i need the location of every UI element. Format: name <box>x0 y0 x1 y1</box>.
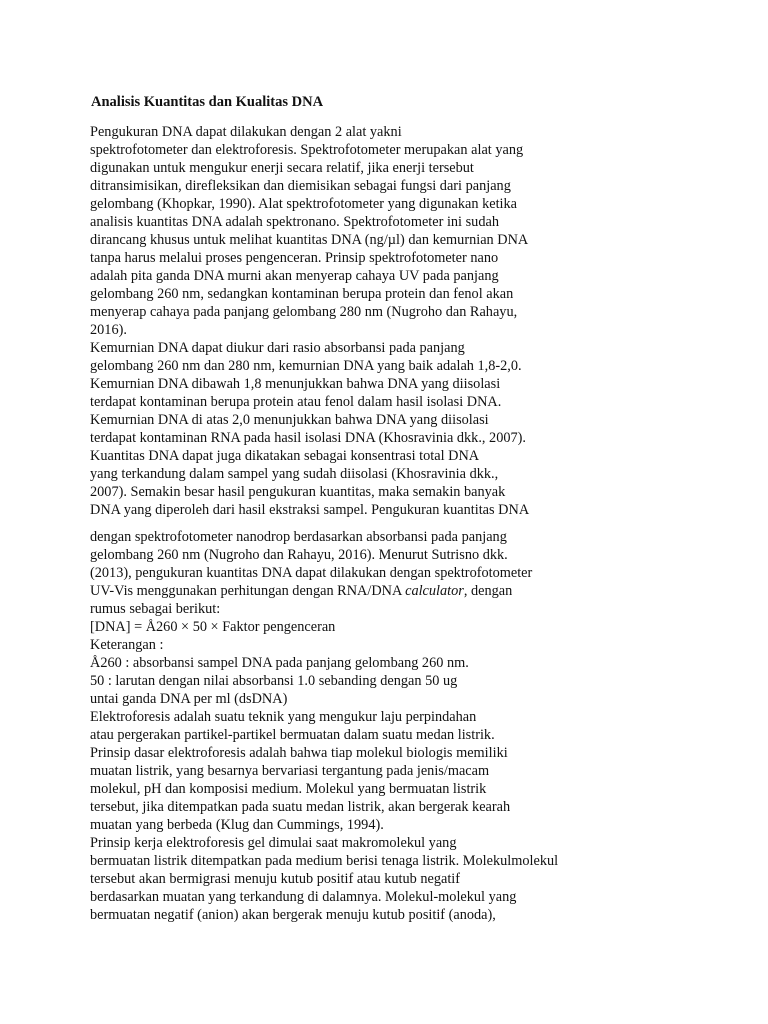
text-line: gelombang 260 nm dan 280 nm, kemurnian DNA yang baik adalah 1,8-2,0. <box>90 358 522 374</box>
text-line: terdapat kontaminan RNA pada hasil isolasi DNA (Khosravinia dkk., 2007). <box>90 430 526 446</box>
text-line: rumus sebagai berikut: <box>90 601 221 617</box>
italic-calculator: calculator <box>405 583 464 599</box>
text-line: spektrofotometer dan elektroforesis. Spektrofotometer merupakan alat yang <box>90 142 524 158</box>
text-line: tersebut, jika ditempatkan pada suatu medan listrik, akan bergerak kearah <box>90 799 511 815</box>
text-line: muatan listrik, yang besarnya bervariasi tergantung pada jenis/macam <box>90 763 490 779</box>
text-line: terdapat kontaminan berupa protein atau fenol dalam hasil isolasi DNA. <box>90 394 502 410</box>
text-line: analisis kuantitas DNA adalah spektronano. Spektrofotometer ini sudah <box>90 214 499 230</box>
text-fragment: , dengan <box>463 583 513 599</box>
text-line: Keterangan : <box>90 637 164 653</box>
text-line: tanpa harus melalui proses pengenceran. Prinsip spektrofotometer nano <box>90 250 499 266</box>
text-line: 2007). Semakin besar hasil pengukuran kuantitas, maka semakin banyak <box>90 484 506 500</box>
text-line: Kemurnian DNA dapat diukur dari rasio absorbansi pada panjang <box>90 340 465 356</box>
paragraph-block-2 <box>90 528 558 924</box>
text-line: dirancang khusus untuk melihat kuantitas DNA (ng/µl) dan kemurnian DNA <box>90 232 529 248</box>
text-line: gelombang (Khopkar, 1990). Alat spektrofotometer yang digunakan ketika <box>90 196 518 212</box>
text-line: (2013), pengukuran kuantitas DNA dapat dilakukan dengan spektrofotometer <box>90 565 533 581</box>
paragraph-block-1 <box>90 123 529 519</box>
text-line: bermuatan negatif (anion) akan bergerak menuju kutub positif (anoda), <box>90 907 496 923</box>
text-line: digunakan untuk mengukur enerji secara relatif, jika enerji tersebut <box>90 160 474 176</box>
text-line: 50 : larutan dengan nilai absorbansi 1.0 sebanding dengan 50 ug <box>90 673 458 689</box>
text-line-calculator <box>90 582 558 600</box>
text-line: Kemurnian DNA dibawah 1,8 menunjukkan bahwa DNA yang diisolasi <box>90 376 501 392</box>
text-fragment: UV-Vis menggunakan perhitungan dengan RNA/DNA <box>90 583 402 599</box>
text-line: Elektroforesis adalah suatu teknik yang mengukur laju perpindahan <box>90 709 477 725</box>
document-title: Analisis Kuantitas dan Kualitas DNA <box>91 94 324 110</box>
text-line: molekul, pH dan komposisi medium. Molekul yang bermuatan listrik <box>90 781 487 797</box>
text-line: adalah pita ganda DNA murni akan menyerap cahaya UV pada panjang <box>90 268 499 284</box>
formula-line: [DNA] = Å260 × 50 × Faktor pengenceran <box>90 619 336 635</box>
text-line: menyerap cahaya pada panjang gelombang 280 nm (Nugroho dan Rahayu, <box>90 304 518 320</box>
text-line: muatan yang berbeda (Klug dan Cummings, 1994). <box>90 817 384 833</box>
text-line: bermuatan listrik ditempatkan pada medium berisi tenaga listrik. Molekulmolekul <box>90 853 559 869</box>
text-line: 2016). <box>90 322 127 338</box>
text-line: gelombang 260 nm, sedangkan kontaminan berupa protein dan fenol akan <box>90 286 514 302</box>
text-line: berdasarkan muatan yang terkandung di dalamnya. Molekul-molekul yang <box>90 889 517 905</box>
text-line: Kuantitas DNA dapat juga dikatakan sebagai konsentrasi total DNA <box>90 448 480 464</box>
text-line: ditransimisikan, direfleksikan dan diemisikan sebagai fungsi dari panjang <box>90 178 511 194</box>
text-line: tersebut akan bermigrasi menuju kutub positif atau kutub negatif <box>90 871 461 887</box>
text-line: yang terkandung dalam sampel yang sudah diisolasi (Khosravinia dkk., <box>90 466 499 482</box>
text-line: Prinsip kerja elektroforesis gel dimulai saat makromolekul yang <box>90 835 457 851</box>
text-line: Pengukuran DNA dapat dilakukan dengan 2 alat yakni <box>90 124 402 140</box>
text-line: DNA yang diperoleh dari hasil ekstraksi sampel. Pengukuran kuantitas DNA <box>90 502 530 518</box>
text-line: atau pergerakan partikel-partikel bermuatan dalam suatu medan listrik. <box>90 727 495 743</box>
text-line: Kemurnian DNA di atas 2,0 menunjukkan bahwa DNA yang diisolasi <box>90 412 489 428</box>
text-line: gelombang 260 nm (Nugroho dan Rahayu, 2016). Menurut Sutrisno dkk. <box>90 547 508 563</box>
text-line: dengan spektrofotometer nanodrop berdasarkan absorbansi pada panjang <box>90 529 507 545</box>
text-line: Å260 : absorbansi sampel DNA pada panjang gelombang 260 nm. <box>90 655 469 671</box>
text-line: Prinsip dasar elektroforesis adalah bahwa tiap molekul biologis memiliki <box>90 745 508 761</box>
text-line: untai ganda DNA per ml (dsDNA) <box>90 691 288 707</box>
